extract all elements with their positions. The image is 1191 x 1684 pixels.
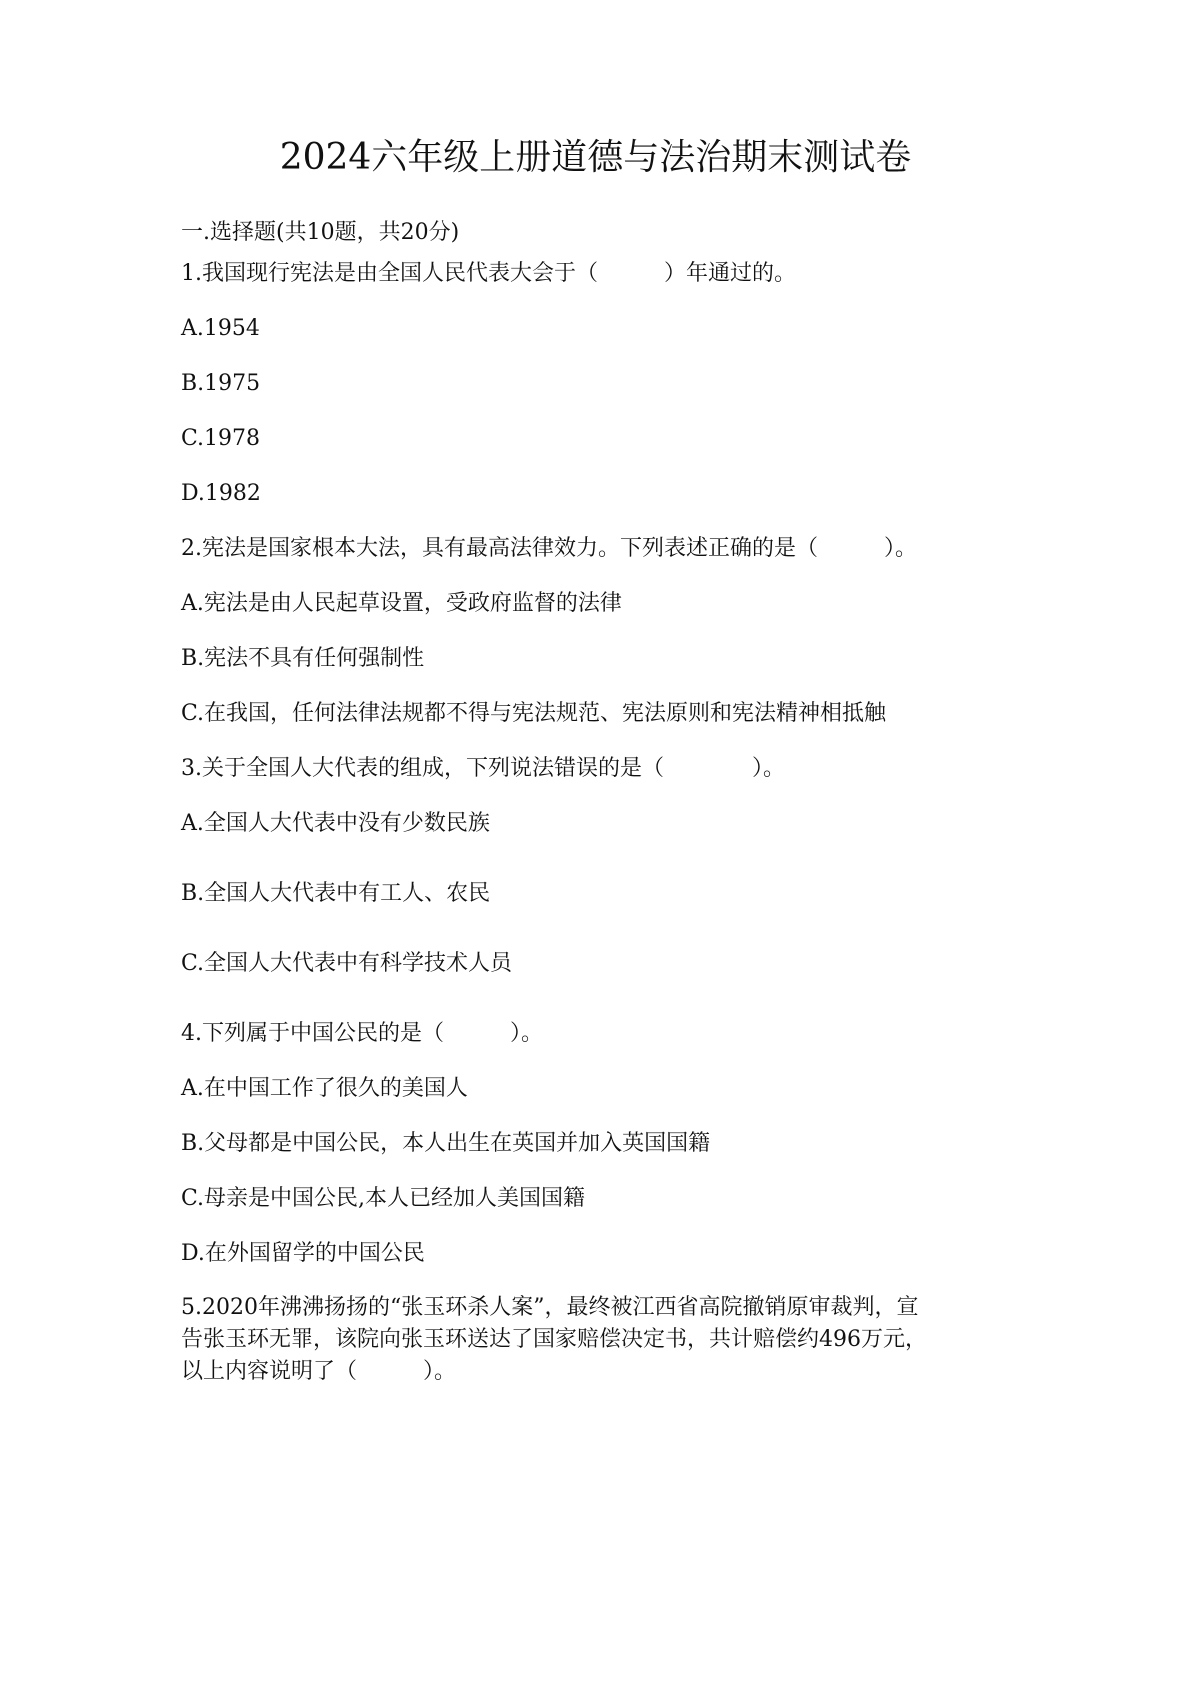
question-2-stem: 2.宪法是国家根本大法，具有最高法律效力。下列表述正确的是（ ）。 — [181, 536, 917, 561]
question-1-option-d: D.1982 — [181, 481, 261, 506]
question-4-option-b: B.父母都是中国公民，本人出生在英国并加入英国国籍 — [181, 1131, 711, 1156]
question-5-line-1: 5.2020年沸沸扬扬的“张玉环杀人案”，最终被江西省高院撤销原审裁判，宣 — [181, 1295, 919, 1320]
question-2-option-a: A.宪法是由人民起草设置，受政府监督的法律 — [181, 591, 622, 616]
question-5-line-3: 以上内容说明了（ ）。 — [181, 1359, 457, 1384]
question-4-stem: 4.下列属于中国公民的是（ ）。 — [181, 1021, 543, 1046]
question-4-option-a: A.在中国工作了很久的美国人 — [181, 1076, 468, 1101]
question-1-stem: 1.我国现行宪法是由全国人民代表大会于（ ）年通过的。 — [181, 261, 796, 286]
question-5-line-2: 告张玉环无罪，该院向张玉环送达了国家赔偿决定书，共计赔偿约496万元， — [181, 1327, 927, 1352]
page-title: 2024六年级上册道德与法治期末测试卷 — [279, 137, 912, 178]
section-heading: 一.选择题(共10题，共20分) — [181, 220, 460, 245]
question-3-option-b: B.全国人大代表中有工人、农民 — [181, 881, 491, 906]
question-3-option-a: A.全国人大代表中没有少数民族 — [181, 811, 490, 836]
question-3-stem: 3.关于全国人大代表的组成，下列说法错误的是（ ）。 — [181, 756, 785, 781]
question-1-option-c: C.1978 — [181, 426, 261, 451]
question-5-stem — [181, 1292, 1021, 1388]
question-1-option-a: A.1954 — [181, 316, 260, 341]
question-3-option-c: C.全国人大代表中有科学技术人员 — [181, 951, 513, 976]
question-4-option-c: C.母亲是中国公民,本人已经加人美国国籍 — [181, 1186, 586, 1211]
question-4-option-d: D.在外国留学的中国公民 — [181, 1241, 425, 1266]
question-2-option-b: B.宪法不具有任何强制性 — [181, 646, 425, 671]
question-2-option-c: C.在我国，任何法律法规都不得与宪法规范、宪法原则和宪法精神相抵触 — [181, 701, 887, 726]
question-1-option-b: B.1975 — [181, 371, 261, 396]
